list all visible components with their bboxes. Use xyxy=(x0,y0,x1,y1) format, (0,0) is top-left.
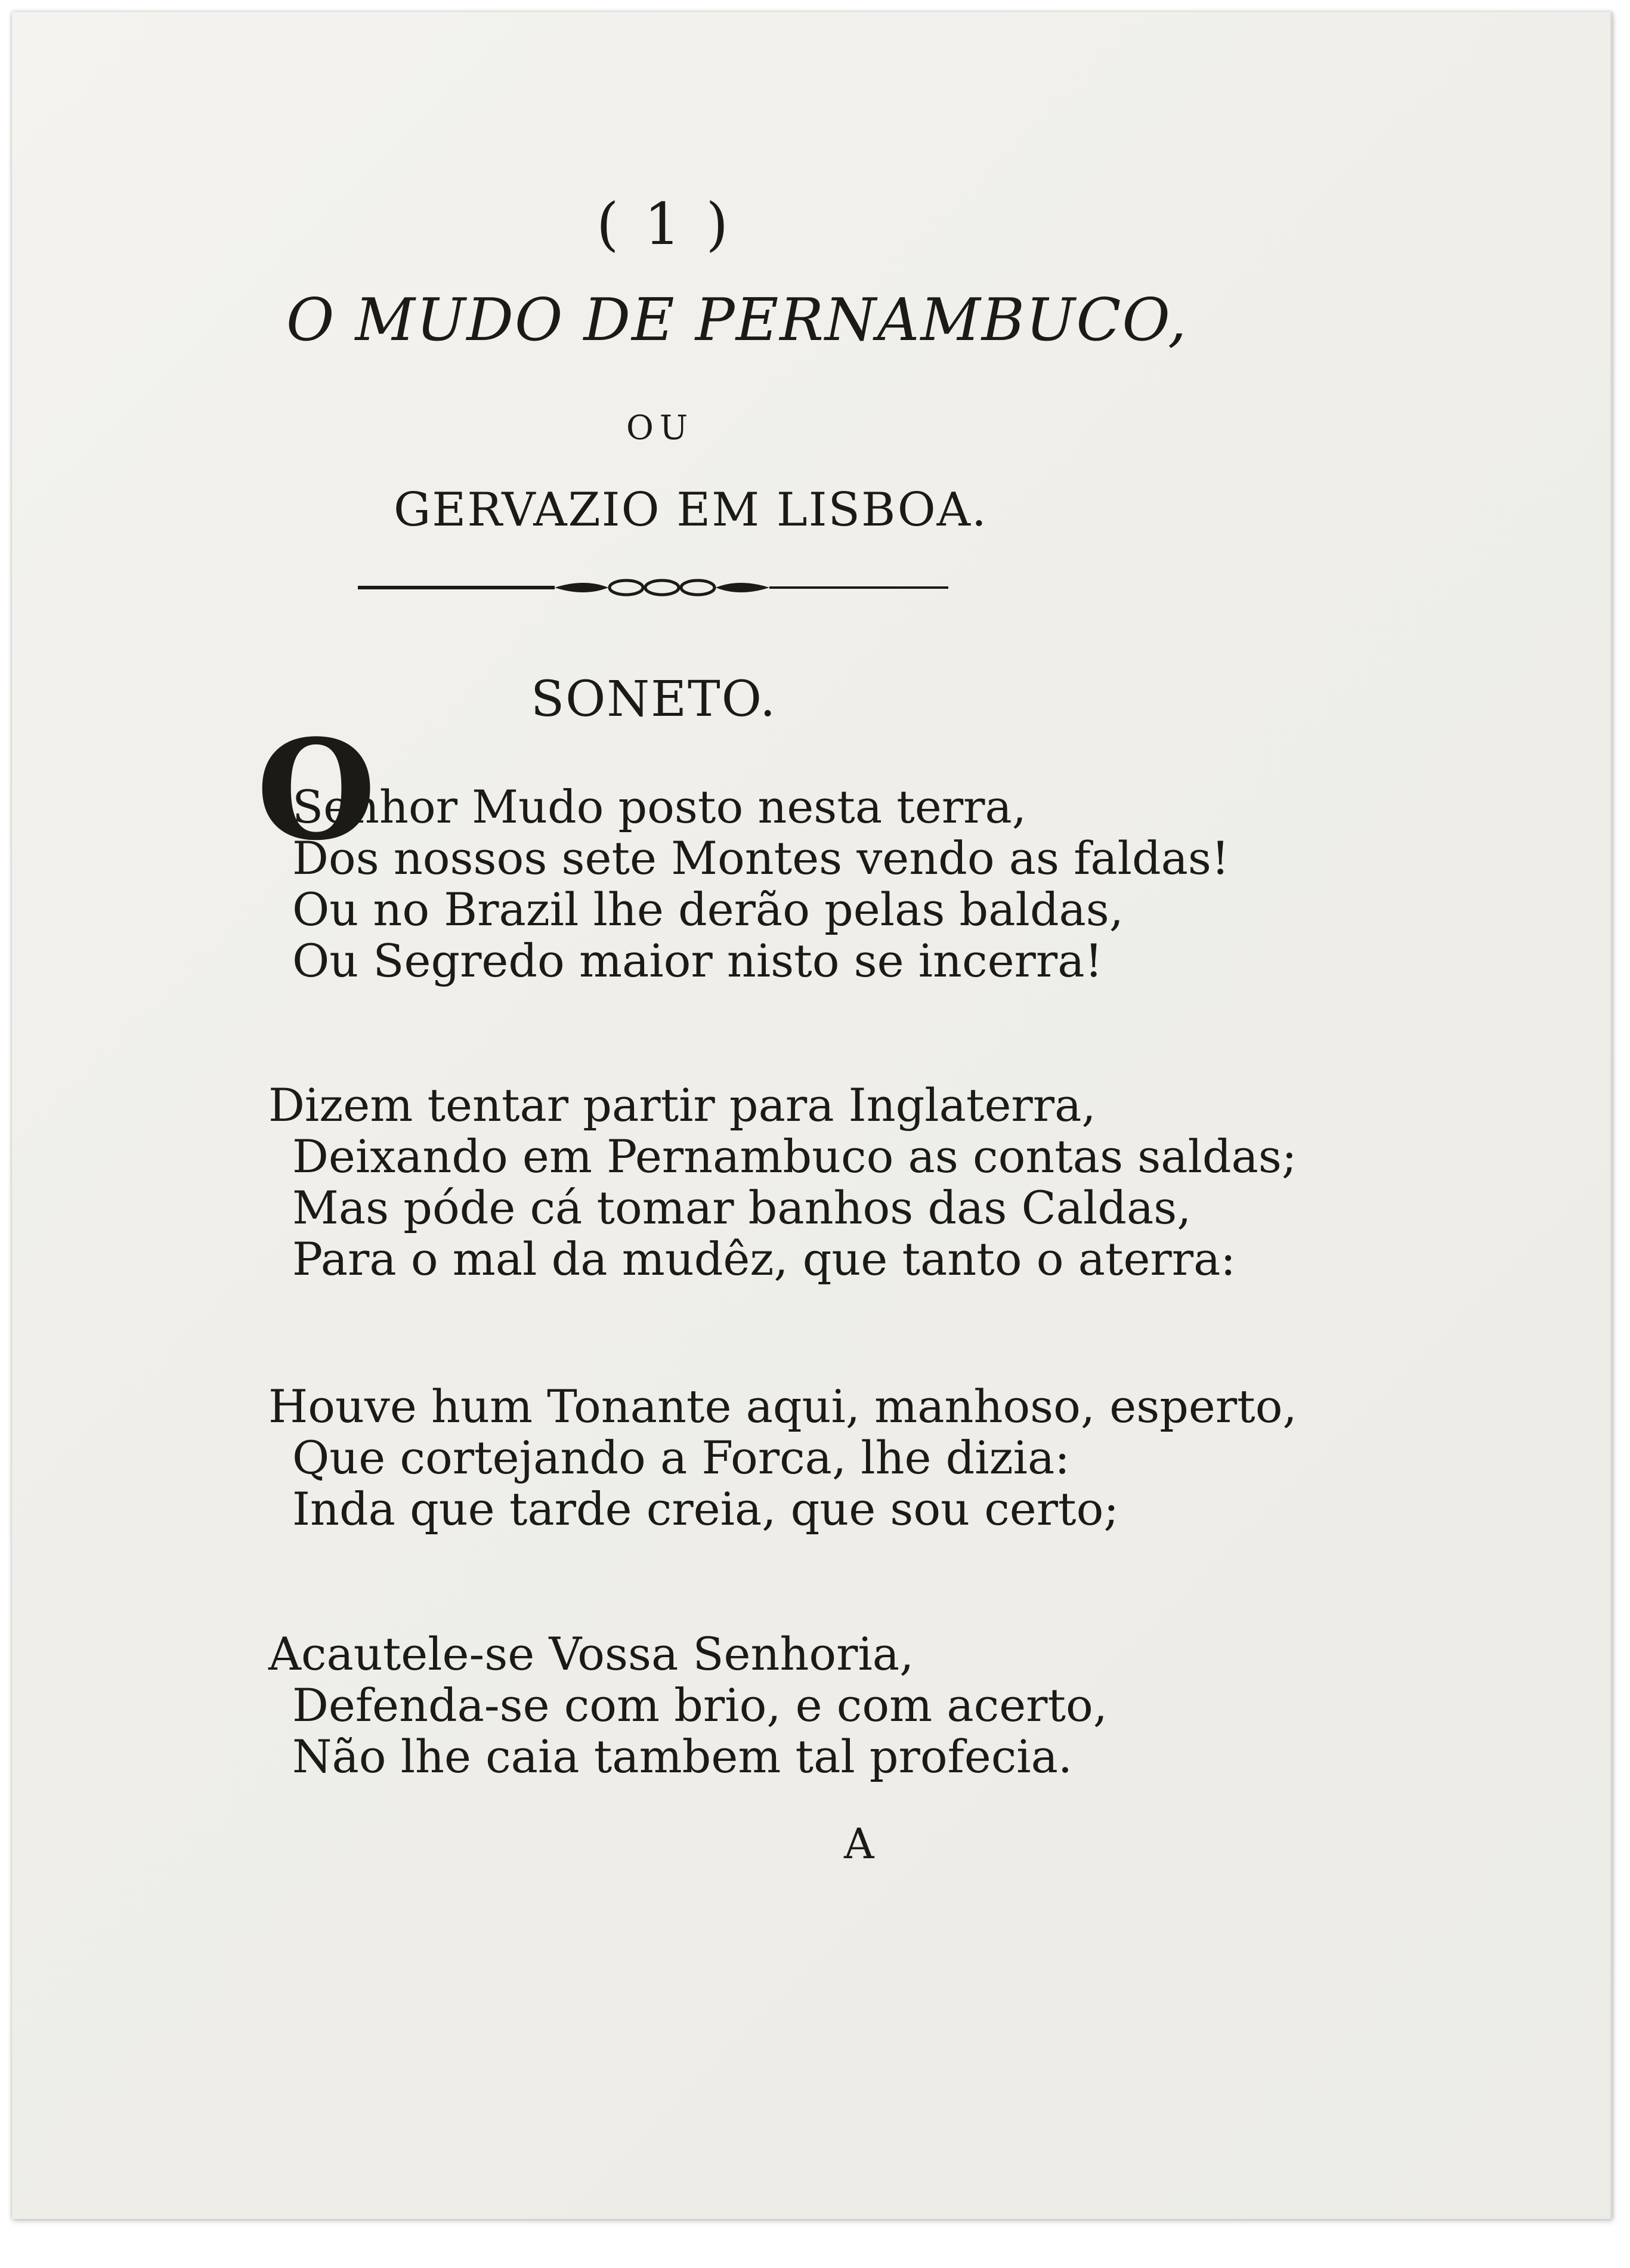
drop-cap: O xyxy=(256,710,376,871)
verse-line: Não lhe caia tambem tal profecia. xyxy=(292,1730,1073,1783)
verse-line: Defenda-se com brio, e com acerto, xyxy=(292,1679,1108,1732)
title-connector: OU xyxy=(626,409,694,447)
ornamental-rule xyxy=(358,570,948,605)
title-main: O MUDO DE PERNAMBUCO, xyxy=(286,286,1188,354)
verse-line: Inda que tarde creia, que sou certo; xyxy=(292,1482,1119,1535)
stanza-2 xyxy=(268,1080,1297,1285)
verse-line: Ou no Brazil lhe derão pelas baldas, xyxy=(292,883,1124,936)
signature-mark: A xyxy=(844,1819,874,1868)
page-number: ( 1 ) xyxy=(596,191,732,258)
verse-line: Para o mal da mudêz, que tanto o aterra: xyxy=(292,1232,1236,1286)
title-subtitle: GERVAZIO EM LISBOA. xyxy=(394,483,988,537)
verse-line: Senhor Mudo posto nesta terra, xyxy=(292,780,1026,833)
verse-line: Acautele-se Vossa Senhoria, xyxy=(268,1627,914,1680)
page-sheet xyxy=(12,12,1612,2219)
verse-line: Que cortejando a Forca, lhe dizia: xyxy=(292,1431,1070,1484)
verse-line: Dos nossos sete Montes vendo as faldas! xyxy=(292,832,1230,885)
stanza-1 xyxy=(292,781,1229,987)
verse-line: Mas póde cá tomar banhos das Caldas, xyxy=(292,1181,1192,1234)
sonnet-heading: SONETO. xyxy=(531,671,777,728)
verse-line: Deixando em Pernambuco as contas saldas; xyxy=(292,1130,1297,1183)
verse-line: Houve hum Tonante aqui, manhoso, esperto, xyxy=(268,1380,1297,1433)
stanza-4 xyxy=(268,1629,1108,1782)
verse-line: Ou Segredo maior nisto se incerra! xyxy=(292,934,1103,987)
stanza-3 xyxy=(268,1381,1297,1535)
verse-line: Dizem tentar partir para Inglaterra, xyxy=(268,1079,1096,1132)
